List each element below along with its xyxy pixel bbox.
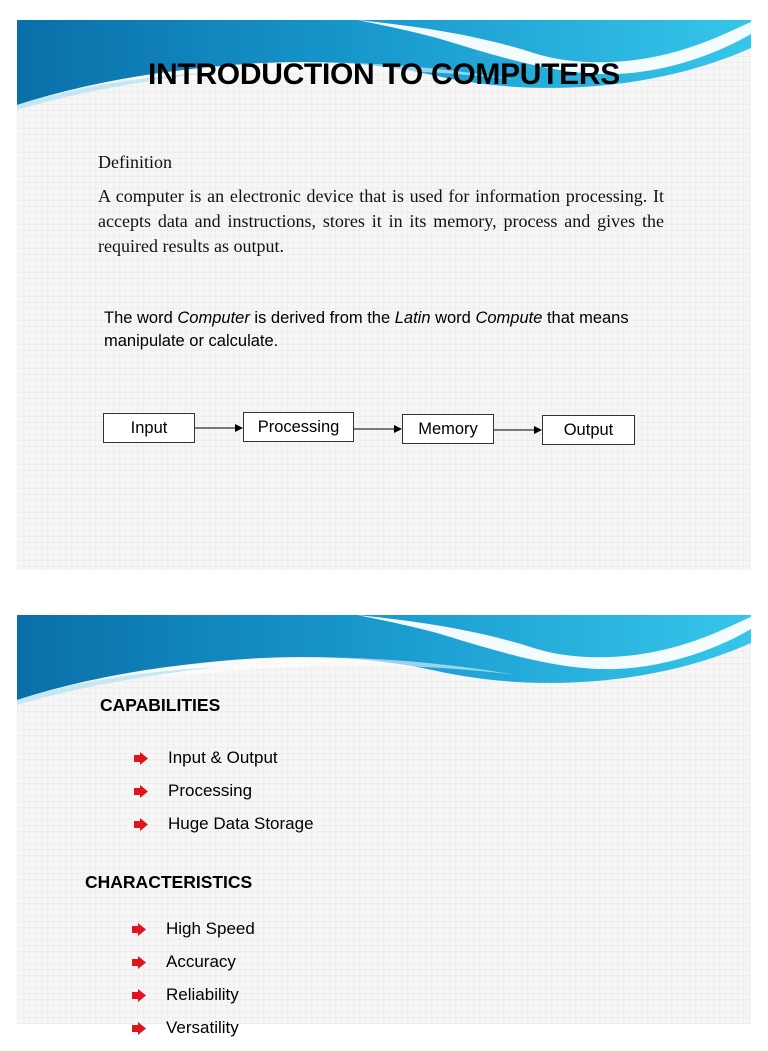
list-item-label: Accuracy [166,952,236,971]
list-item-label: Input & Output [168,748,278,767]
origin-text-1: The word [104,309,178,327]
page-title: INTRODUCTION TO COMPUTERS [148,58,620,91]
definition-text: A computer is an electronic device that is used for information processing. It accepts data and instructions, stores it in its memory, process and gives the required results as output. [98,186,664,256]
red-arrow-bullet-icon [132,1022,146,1035]
flow-box-processing: Processing [243,412,354,442]
list-item-label: High Speed [166,919,255,938]
flow-box-input: Input [103,413,195,443]
red-arrow-bullet-icon [132,956,146,969]
list-item-label: Versatility [166,1018,239,1037]
origin-word-computer: Computer [177,309,250,327]
word-origin-text [104,307,664,353]
flow-box-memory: Memory [402,414,494,444]
origin-word-compute: Compute [475,309,543,327]
red-arrow-bullet-icon [134,752,148,765]
list-item-label: Huge Data Storage [168,814,314,833]
list-item-label: Processing [168,781,253,800]
flow-box-output: Output [542,415,635,445]
origin-word-latin: Latin [394,309,431,327]
red-arrow-bullet-icon [134,785,148,798]
slide-introduction [17,20,751,570]
red-arrow-bullet-icon [132,923,146,936]
red-arrow-bullet-icon [132,989,146,1002]
red-arrow-bullet-icon [134,818,148,831]
slide-banner [17,615,751,705]
origin-text-2: is derived from the [249,309,395,327]
origin-text-3: word [430,309,476,327]
slide-capabilities [17,615,751,1037]
definition-heading: Definition [98,152,172,172]
characteristics-heading: CHARACTERISTICS [85,872,253,892]
list-item-label: Reliability [166,985,239,1004]
capabilities-heading: CAPABILITIES [100,695,221,715]
origin-text-4: that means manipulate or calculate. [104,309,629,350]
